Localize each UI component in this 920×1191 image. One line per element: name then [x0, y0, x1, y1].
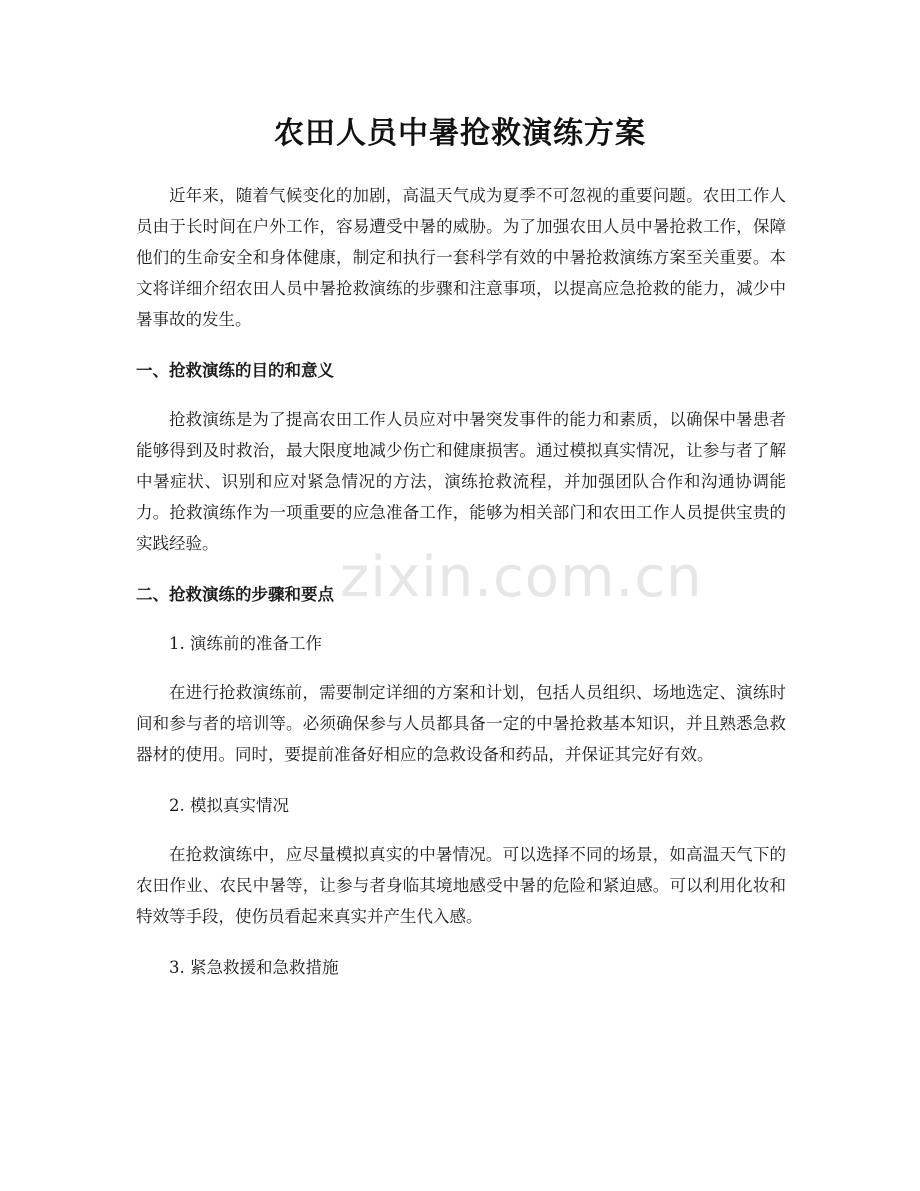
- section-paragraph-purpose: 抢救演练是为了提高农田工作人员应对中暑突发事件的能力和素质，以确保中暑患者能够得到及时救治，最大限度地减少伤亡和健康损害。通过模拟真实情况，让参与者了解中暑症状、识别和应对紧急情况的方法，演练抢救流程，并加强团队合作和沟通协调能力。抢救演练作为一项重要的应急准备工作，能够为相关部门和农田工作人员提供宝贵的实践经验。: [136, 410, 786, 553]
- subheading-emergency-rescue: 3. 紧急救援和急救措施: [169, 958, 339, 977]
- section-heading-steps: 二、抢救演练的步骤和要点: [136, 585, 334, 604]
- section-heading-purpose: 一、抢救演练的目的和意义: [136, 361, 334, 380]
- document-title: 农田人员中暑抢救演练方案: [274, 116, 646, 151]
- intro-paragraph: 近年来，随着气候变化的加剧，高温天气成为夏季不可忽视的重要问题。农田工作人员由于长时间在户外工作，容易遭受中暑的威胁。为了加强农田人员中暑抢救工作，保障他们的生命安全和身体健康，制定和执行一套科学有效的中暑抢救演练方案至关重要。本文将详细介绍农田人员中暑抢救演练的步骤和注意事项，以提高应急抢救的能力，减少中暑事故的发生。: [136, 186, 786, 329]
- paragraph-preparation: 在进行抢救演练前，需要制定详细的方案和计划，包括人员组织、场地选定、演练时间和参与者的培训等。必须确保参与人员都具备一定的中暑抢救基本知识，并且熟悉急救器材的使用。同时，要提前准备好相应的急救设备和药品，并保证其完好有效。: [136, 683, 786, 764]
- paragraph-simulation: 在抢救演练中，应尽量模拟真实的中暑情况。可以选择不同的场景，如高温天气下的农田作业、农民中暑等，让参与者身临其境地感受中暑的危险和紧迫感。可以利用化妆和特效等手段，使伤员看起来真实并产生代入感。: [136, 845, 786, 926]
- document-body: [136, 180, 786, 983]
- watermark: zixin.com.cn: [340, 545, 703, 610]
- subheading-preparation: 1. 演练前的准备工作: [169, 634, 322, 653]
- subheading-simulation: 2. 模拟真实情况: [169, 796, 289, 815]
